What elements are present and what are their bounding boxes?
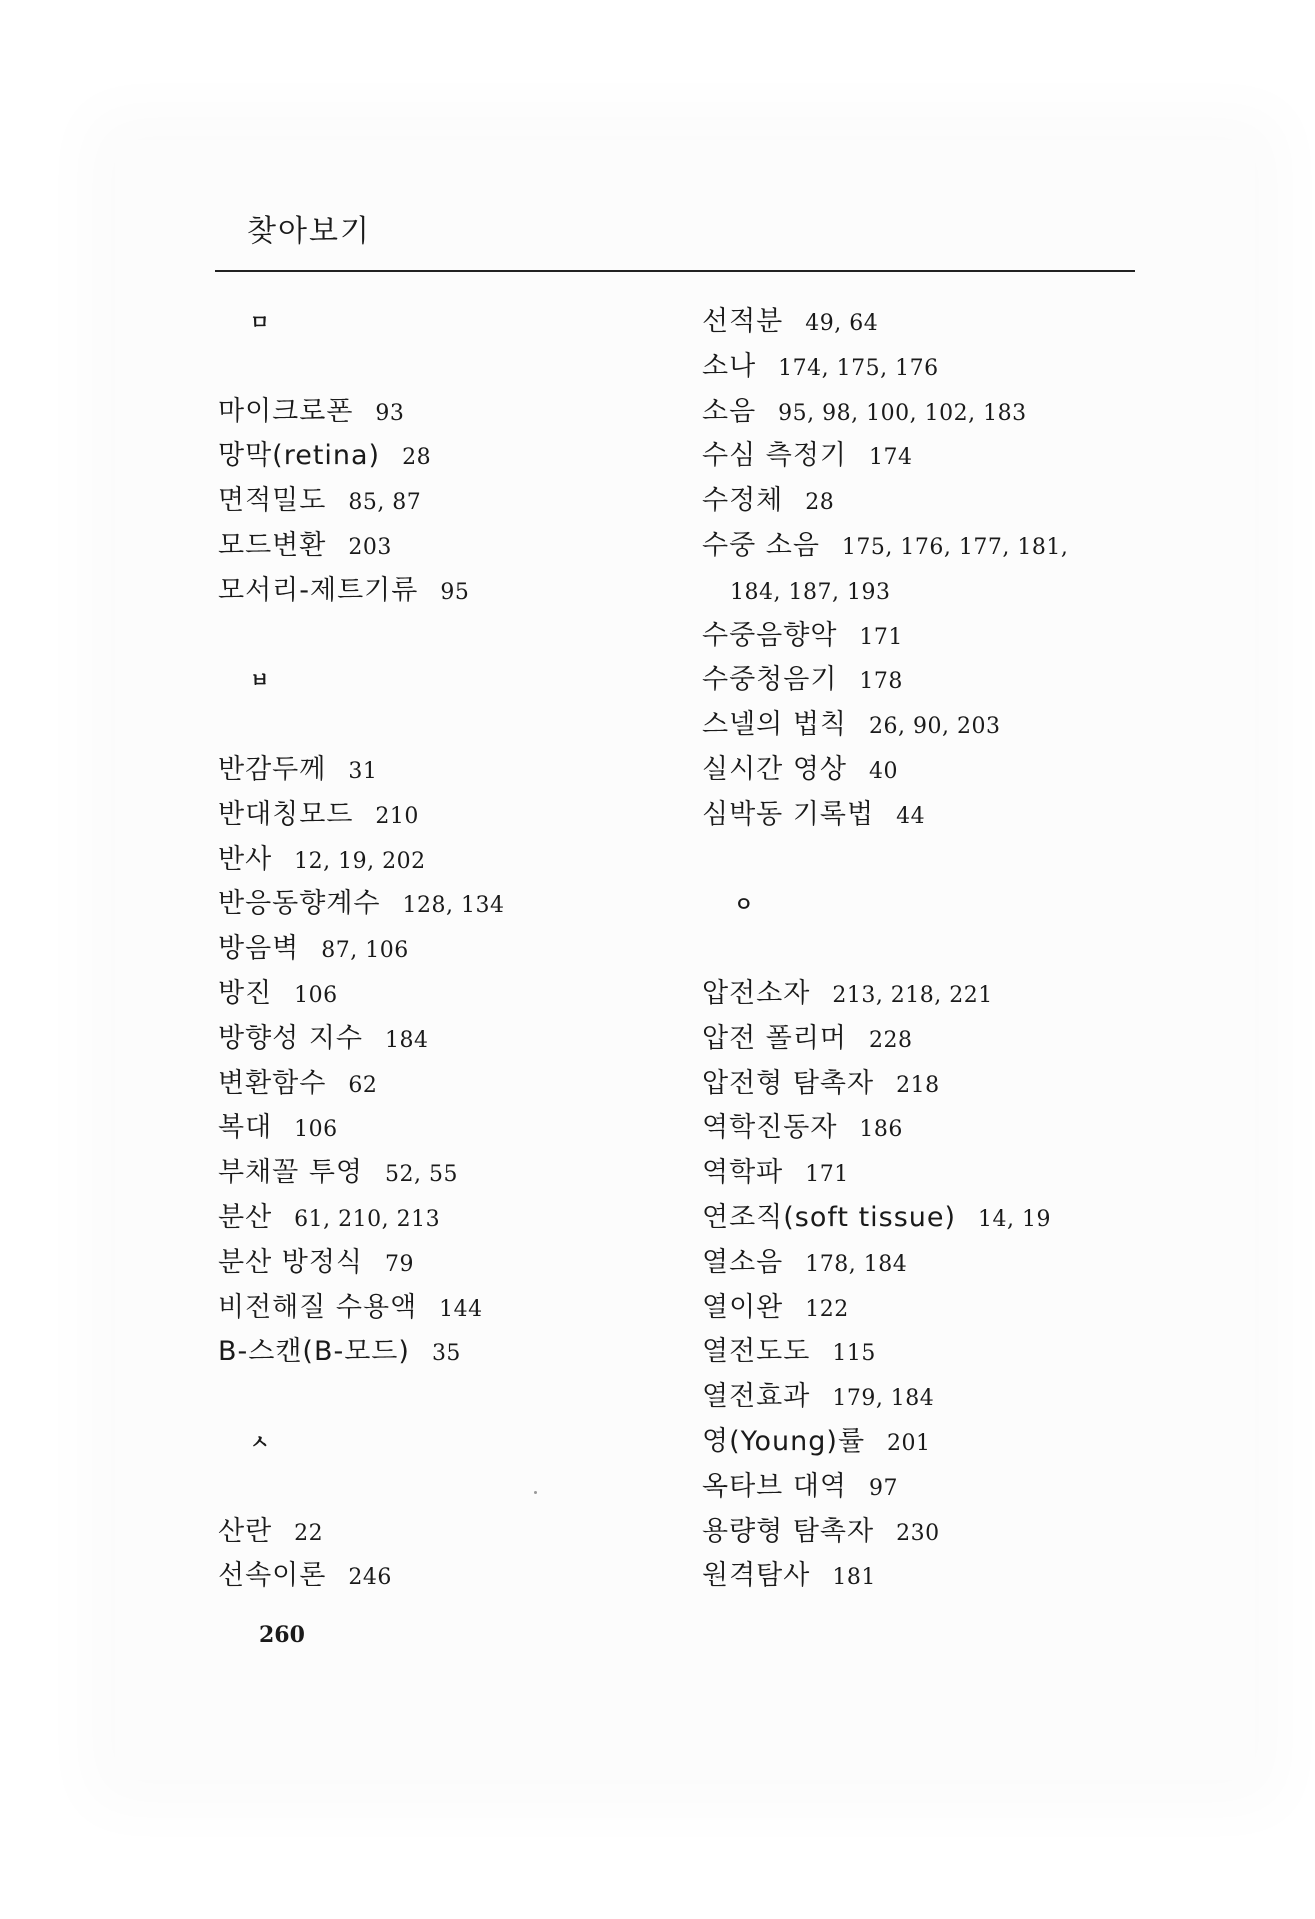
index-section-heading: ㅁ [250, 310, 270, 334]
index-entry-term: 열전도도 [702, 1336, 811, 1368]
index-entry-pages: 87, 106 [321, 938, 409, 964]
index-entry-term: 압전 폴리머 [702, 1022, 847, 1054]
index-entry-pages: 28 [805, 490, 835, 516]
index-entry [218, 1017, 504, 1062]
index-entry-term: 면적밀도 [218, 485, 327, 517]
index-entry [702, 748, 1068, 793]
index-entry-term: 산란 [218, 1515, 273, 1547]
index-entry-term: 원격탐사 [702, 1560, 811, 1592]
index-entry-pages: 85, 87 [348, 490, 422, 516]
index-entry-pages: 218 [896, 1072, 940, 1098]
index-entry-pages: 144 [439, 1296, 483, 1322]
index-entry-pages: 246 [348, 1565, 392, 1591]
index-entry [702, 614, 1068, 659]
index-entry-pages: 178 [859, 669, 903, 695]
index-entry [702, 1465, 1068, 1510]
index-entry-term: 열소음 [702, 1246, 784, 1278]
index-entry [218, 1554, 504, 1599]
index-entry-pages: 201 [887, 1430, 931, 1456]
index-entry [218, 524, 504, 569]
index-entry-term: 방진 [218, 977, 273, 1009]
page-title: 찾아보기 [247, 214, 371, 249]
index-entry-term: 비전해질 수용액 [218, 1291, 418, 1323]
index-entry-term: 압전형 탐촉자 [702, 1067, 875, 1099]
index-entry-term: 반응동향계수 [218, 888, 381, 920]
index-entry-pages: 12, 19, 202 [294, 848, 426, 874]
index-entry-pages: 106 [294, 1117, 338, 1143]
page-header [215, 210, 1135, 272]
index-entry-pages: 128, 134 [402, 893, 505, 919]
index-column-left [218, 300, 504, 1599]
index-entry [218, 1286, 504, 1331]
index-entry-pages: 210 [375, 803, 419, 829]
index-entry-term: 소음 [702, 395, 757, 427]
index-entry [702, 1196, 1068, 1241]
index-entry-pages: 179, 184 [832, 1386, 935, 1412]
index-entry [702, 1420, 1068, 1465]
index-entry [218, 1241, 504, 1286]
index-entry-pages: 171 [805, 1162, 849, 1188]
index-entry-continuation [702, 569, 1068, 614]
index-entry-pages: 97 [869, 1475, 898, 1501]
index-entry-pages: 213, 218, 221 [832, 982, 993, 1008]
index-entry [702, 524, 1068, 569]
index-entry-term: 용량형 탐촉자 [702, 1515, 875, 1547]
index-entry-pages: 106 [294, 982, 338, 1008]
index-spacer [702, 927, 1068, 972]
index-section-heading: ㅂ [250, 668, 270, 693]
index-entry-pages: 115 [832, 1341, 876, 1367]
index-entry-pages: 93 [375, 400, 405, 426]
index-entry-term: 선적분 [702, 306, 784, 337]
index-entry-pages: 31 [348, 758, 378, 784]
index-entry-term: 수중음향악 [702, 619, 838, 651]
index-entry [218, 479, 504, 524]
index-entry-term: 모서리-제트기류 [218, 574, 419, 606]
index-entry [218, 1196, 504, 1241]
index-entry-pages: 122 [805, 1296, 849, 1322]
index-entry [702, 434, 1068, 479]
index-entry-term: 수심 측정기 [702, 440, 847, 472]
index-entry-term: 압전소자 [702, 977, 811, 1009]
index-entry-term: 복대 [218, 1112, 273, 1144]
index-entry [702, 1062, 1068, 1107]
index-entry [702, 390, 1068, 435]
index-entry [702, 703, 1068, 748]
index-entry-pages: 181 [832, 1565, 876, 1591]
index-entry [702, 1017, 1068, 1062]
index-spacer [218, 1465, 504, 1510]
index-entry [218, 882, 504, 927]
index-entry [702, 479, 1068, 524]
index-entry-pages: 203 [348, 534, 392, 560]
index-entry-term: 방향성 지수 [218, 1022, 363, 1054]
index-entry [702, 300, 1068, 345]
index-entry-pages: 14, 19 [978, 1206, 1052, 1232]
index-spacer [218, 703, 504, 748]
index-column-right [702, 300, 1068, 1599]
index-entry [218, 1062, 504, 1107]
index-entry [702, 1510, 1068, 1555]
index-entry-term: 역학진동자 [702, 1112, 838, 1144]
index-entry-pages: 178, 184 [805, 1251, 908, 1277]
index-entry [702, 1151, 1068, 1196]
index-entry-pages: 40 [869, 758, 898, 784]
index-entry-term: 심박동 기록법 [702, 798, 875, 830]
index-entry-term: 분산 [218, 1201, 273, 1233]
index-entry-pages: 62 [348, 1072, 378, 1098]
index-entry-pages: 28 [402, 445, 432, 471]
index-spacer [218, 614, 504, 659]
index-entry [702, 1375, 1068, 1420]
index-entry-pages: 171 [859, 624, 903, 650]
index-entry-term: 수정체 [702, 485, 784, 517]
index-entry-term: 마이크로폰 [218, 395, 354, 427]
index-entry-term: 모드변환 [218, 529, 327, 561]
index-entry-term: 반감두께 [218, 753, 327, 785]
index-entry-pages: 228 [869, 1027, 913, 1053]
index-entry-pages: 184, 187, 193 [730, 579, 891, 605]
index-entry-pages: 230 [896, 1520, 940, 1546]
index-entry-term: 소나 [702, 350, 757, 382]
page-number: 260 [259, 1622, 305, 1648]
index-entry-term: 스넬의 법칙 [702, 709, 847, 741]
index-entry [218, 793, 504, 838]
index-entry [218, 748, 504, 793]
index-entry [702, 793, 1068, 838]
index-entry-term: 방음벽 [218, 933, 300, 965]
index-entry-term: B-스캔(B-모드) [218, 1336, 410, 1368]
index-entry [702, 1330, 1068, 1375]
index-entry-term: 수중청음기 [702, 664, 838, 696]
index-entry [218, 838, 504, 883]
index-entry-term: 영(Young)률 [702, 1425, 866, 1457]
index-entry [218, 434, 504, 479]
index-entry [218, 1510, 504, 1555]
index-entry [702, 345, 1068, 390]
index-entry [218, 972, 504, 1017]
index-entry-term: 부채꼴 투영 [218, 1157, 363, 1189]
index-entry-pages: 174, 175, 176 [778, 355, 939, 381]
index-entry [702, 972, 1068, 1017]
index-entry [218, 927, 504, 972]
index-entry-term: 선속이론 [218, 1560, 327, 1592]
index-entry-term: 반대칭모드 [218, 798, 354, 830]
index-entry-term: 역학파 [702, 1157, 784, 1189]
index-entry-pages: 95, 98, 100, 102, 183 [778, 400, 1027, 426]
index-entry-term: 열전효과 [702, 1381, 811, 1413]
index-entry-pages: 175, 176, 177, 181, [841, 534, 1069, 560]
index-spacer [218, 345, 504, 390]
index-entry-term: 반사 [218, 843, 273, 875]
index-entry-term: 수중 소음 [702, 529, 820, 561]
index-section-heading: ㅇ [734, 892, 754, 917]
index-spacer [218, 1375, 504, 1420]
index-entry-pages: 52, 55 [385, 1162, 458, 1188]
index-entry-pages: 79 [385, 1251, 414, 1277]
index-entry-pages: 35 [431, 1341, 461, 1367]
index-entry-pages: 26, 90, 203 [869, 714, 1001, 740]
index-entry [702, 1241, 1068, 1286]
index-entry-term: 분산 방정식 [218, 1246, 363, 1278]
index-entry [218, 390, 504, 435]
index-entry [218, 1106, 504, 1151]
index-entry-pages: 95 [440, 579, 470, 605]
index-entry [218, 569, 504, 614]
index-section-heading: ㅅ [250, 1429, 270, 1454]
index-entry-term: 옥타브 대역 [702, 1470, 847, 1502]
index-entry-pages: 184 [385, 1027, 429, 1053]
index-entry-pages: 174 [869, 445, 913, 471]
index-entry [702, 1554, 1068, 1599]
index-entry-term: 변환함수 [218, 1067, 327, 1099]
index-entry-term: 실시간 영상 [702, 753, 847, 785]
index-entry-pages: 22 [294, 1520, 324, 1546]
index-entry-term: 망막(retina) [218, 440, 381, 472]
index-entry [218, 1151, 504, 1196]
paper-speck [534, 1491, 537, 1494]
index-entry [702, 1106, 1068, 1151]
index-entry-pages: 49, 64 [805, 311, 879, 336]
index-entry [702, 1286, 1068, 1331]
header-divider [215, 270, 1135, 272]
index-entry [702, 658, 1068, 703]
index-entry-term: 열이완 [702, 1291, 784, 1323]
index-entry [218, 1330, 504, 1375]
index-entry-pages: 186 [859, 1117, 903, 1143]
index-entry-term: 연조직(soft tissue) [702, 1201, 957, 1233]
index-entry-pages: 44 [896, 803, 926, 829]
index-spacer [702, 838, 1068, 883]
index-entry-pages: 61, 210, 213 [294, 1206, 441, 1232]
